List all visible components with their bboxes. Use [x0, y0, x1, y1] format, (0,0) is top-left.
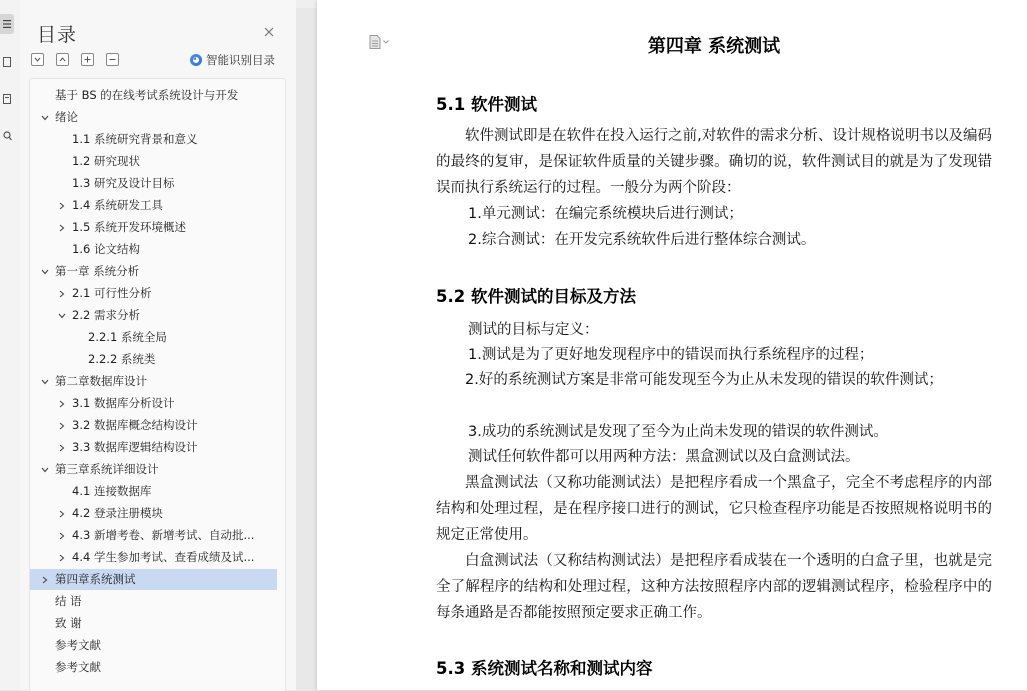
toc-item-label: 2.2 需求分析 [72, 308, 140, 322]
toc-item[interactable] [30, 415, 277, 436]
toc-item[interactable] [30, 437, 277, 458]
chevron-down-icon[interactable] [40, 459, 50, 480]
toc-item-label: 第二章数据库设计 [55, 374, 147, 388]
toc-panel-icon[interactable] [0, 14, 14, 34]
expand-all-icon[interactable] [31, 53, 44, 66]
toc-item-label: 参考文献 [55, 638, 101, 652]
toc-item[interactable] [30, 195, 277, 216]
chevron-right-icon[interactable] [57, 415, 67, 436]
toc-item-label: 4.1 连接数据库 [72, 484, 152, 498]
chevron-right-icon[interactable] [57, 437, 67, 458]
search-icon[interactable] [0, 126, 14, 146]
bookmark-icon[interactable] [0, 52, 14, 72]
toc-item-label: 1.5 系统开发环境概述 [72, 220, 186, 234]
toc-item[interactable] [30, 503, 277, 524]
section-5-1-item-1: 1.单元测试：在编完系统模块后进行测试； [468, 206, 743, 222]
toc-item[interactable] [30, 261, 277, 282]
toc-item[interactable] [30, 657, 277, 678]
section-5-2-title: 5.2 软件测试的目标及方法 [436, 287, 636, 306]
document-page[interactable] [317, 0, 1027, 690]
pages-icon[interactable] [0, 89, 14, 109]
toc-item-label: 3.3 数据库逻辑结构设计 [72, 440, 198, 454]
section-5-3-title: 5.3 系统测试名称和测试内容 [436, 659, 653, 678]
toc-item-label: 致 谢 [55, 616, 82, 630]
chevron-right-icon[interactable] [57, 283, 67, 304]
toc-item-label: 参考文献 [55, 660, 101, 674]
section-5-1-title: 5.1 软件测试 [436, 95, 537, 114]
toc-item-label: 3.1 数据库分析设计 [72, 396, 175, 410]
toc-item-label: 1.6 论文结构 [72, 242, 140, 256]
chevron-right-icon[interactable] [57, 547, 67, 568]
chevron-down-icon[interactable] [40, 107, 50, 128]
toc-item[interactable] [30, 569, 277, 590]
toc-item-label: 3.2 数据库概念结构设计 [72, 418, 198, 432]
toc-item[interactable] [30, 591, 277, 612]
toc-item-label: 2.2.2 系统类 [88, 352, 156, 366]
black-box-paragraph: 黑盒测试法（又称功能测试法）是把程序看成一个黑盒子，完全不考虑程序的内部结构和处理过程，是在程序接口进行的测试，它只检查程序功能是否按照规格说明书的规定正常使用。 [436, 475, 992, 543]
chapter-title: 第四章 系统测试 [647, 36, 781, 57]
remove-heading-icon[interactable] [106, 53, 119, 66]
section-5-1-item-2: 2.综合测试：在开发完系统软件后进行整体综合测试。 [468, 232, 816, 248]
section-5-2-item-3: 3.成功的系统测试是发现了至今为止尚未发现的错误的软件测试。 [468, 424, 888, 440]
toc-item[interactable] [30, 85, 277, 106]
toc-item-label: 第三章系统详细设计 [55, 462, 159, 476]
smart-toc-button[interactable] [190, 52, 275, 68]
toc-panel [20, 0, 297, 690]
toc-list [29, 78, 286, 691]
section-5-1-paragraph: 软件测试即是在软件在投入运行之前,对软件的需求分析、设计规格说明书以及编码的最终的复审，是保证软件质量的关键步骤。确切的说，软件测试目的就是为了发现错误而执行系统运行的过程。一般分为两个阶段： [436, 128, 992, 196]
chevron-down-icon[interactable] [40, 371, 50, 392]
toc-item[interactable] [30, 635, 277, 656]
collapse-all-icon[interactable] [56, 53, 69, 66]
toc-item-label: 1.2 研究现状 [72, 154, 140, 168]
white-box-paragraph: 白盒测试法（又称结构测试法）是把程序看成装在一个透明的白盒子里，也就是完全了解程序的结构和处理过程，这种方法按照程序内部的逻辑测试程序，检验程序中的每条通路是否都能按照预定要求正确工作。 [436, 553, 992, 621]
toc-item[interactable] [30, 327, 277, 348]
toc-item[interactable] [30, 371, 277, 392]
toc-item-label: 1.3 研究及设计目标 [72, 176, 175, 190]
toc-item[interactable] [30, 217, 277, 238]
toc-item-label: 2.2.1 系统全局 [88, 330, 167, 344]
chevron-down-icon[interactable] [57, 305, 67, 326]
toc-item[interactable] [30, 459, 277, 480]
section-5-2-item-1: 1.测试是为了更好地发现程序中的错误而执行系统程序的过程； [468, 347, 874, 363]
toc-item-label: 绪论 [55, 110, 78, 124]
smart-ai-icon: ◕ [190, 54, 202, 66]
toc-item[interactable] [30, 173, 277, 194]
chevron-right-icon[interactable] [57, 195, 67, 216]
toc-item-label: 结 语 [55, 594, 82, 608]
toc-item[interactable] [30, 305, 277, 326]
toc-item[interactable] [30, 239, 277, 260]
chevron-right-icon[interactable] [57, 525, 67, 546]
close-icon[interactable] [262, 24, 276, 38]
toc-item-label: 2.1 可行性分析 [72, 286, 152, 300]
chevron-right-icon[interactable] [40, 569, 50, 590]
add-heading-icon[interactable] [81, 53, 94, 66]
toc-item[interactable] [30, 349, 277, 370]
toc-item-label: 4.3 新增考卷、新增考试、自动批... [72, 528, 255, 542]
toc-item[interactable] [30, 107, 277, 128]
toc-item-label: 第一章 系统分析 [55, 264, 140, 278]
chevron-right-icon[interactable] [57, 217, 67, 238]
chevron-down-icon[interactable] [40, 261, 50, 282]
toc-item-label: 4.4 学生参加考试、查看成绩及试... [72, 550, 255, 564]
section-5-2-methods: 测试任何软件都可以用两种方法：黑盒测试以及白盒测试法。 [468, 449, 860, 465]
side-icon-rail [0, 0, 21, 690]
chevron-right-icon[interactable] [57, 503, 67, 524]
toc-item[interactable] [30, 481, 277, 502]
toc-item-label: 第四章系统测试 [55, 572, 136, 586]
smart-toc-label: 智能识别目录 [206, 53, 275, 67]
toc-item-label: 基于 BS 的在线考试系统设计与开发 [55, 88, 239, 102]
section-5-2-intro: 测试的目标与定义： [468, 322, 599, 338]
toc-item[interactable] [30, 129, 277, 150]
toc-item[interactable] [30, 283, 277, 304]
chevron-right-icon[interactable] [57, 393, 67, 414]
toc-item[interactable] [30, 525, 277, 546]
toc-toolbar [31, 53, 119, 67]
toc-item[interactable] [30, 393, 277, 414]
toc-item[interactable] [30, 151, 277, 172]
toc-item-label: 1.4 系统研发工具 [72, 198, 163, 212]
toc-item[interactable] [30, 613, 277, 634]
toc-title: 目录 [37, 24, 78, 46]
toc-item-label: 1.1 系统研究背景和意义 [72, 132, 198, 146]
toc-item-label: 4.2 登录注册模块 [72, 506, 163, 520]
section-5-2-item-2: 2.好的系统测试方案是非常可能发现至今为止从未发现的错误的软件测试； [465, 372, 943, 388]
toc-item[interactable] [30, 547, 277, 568]
